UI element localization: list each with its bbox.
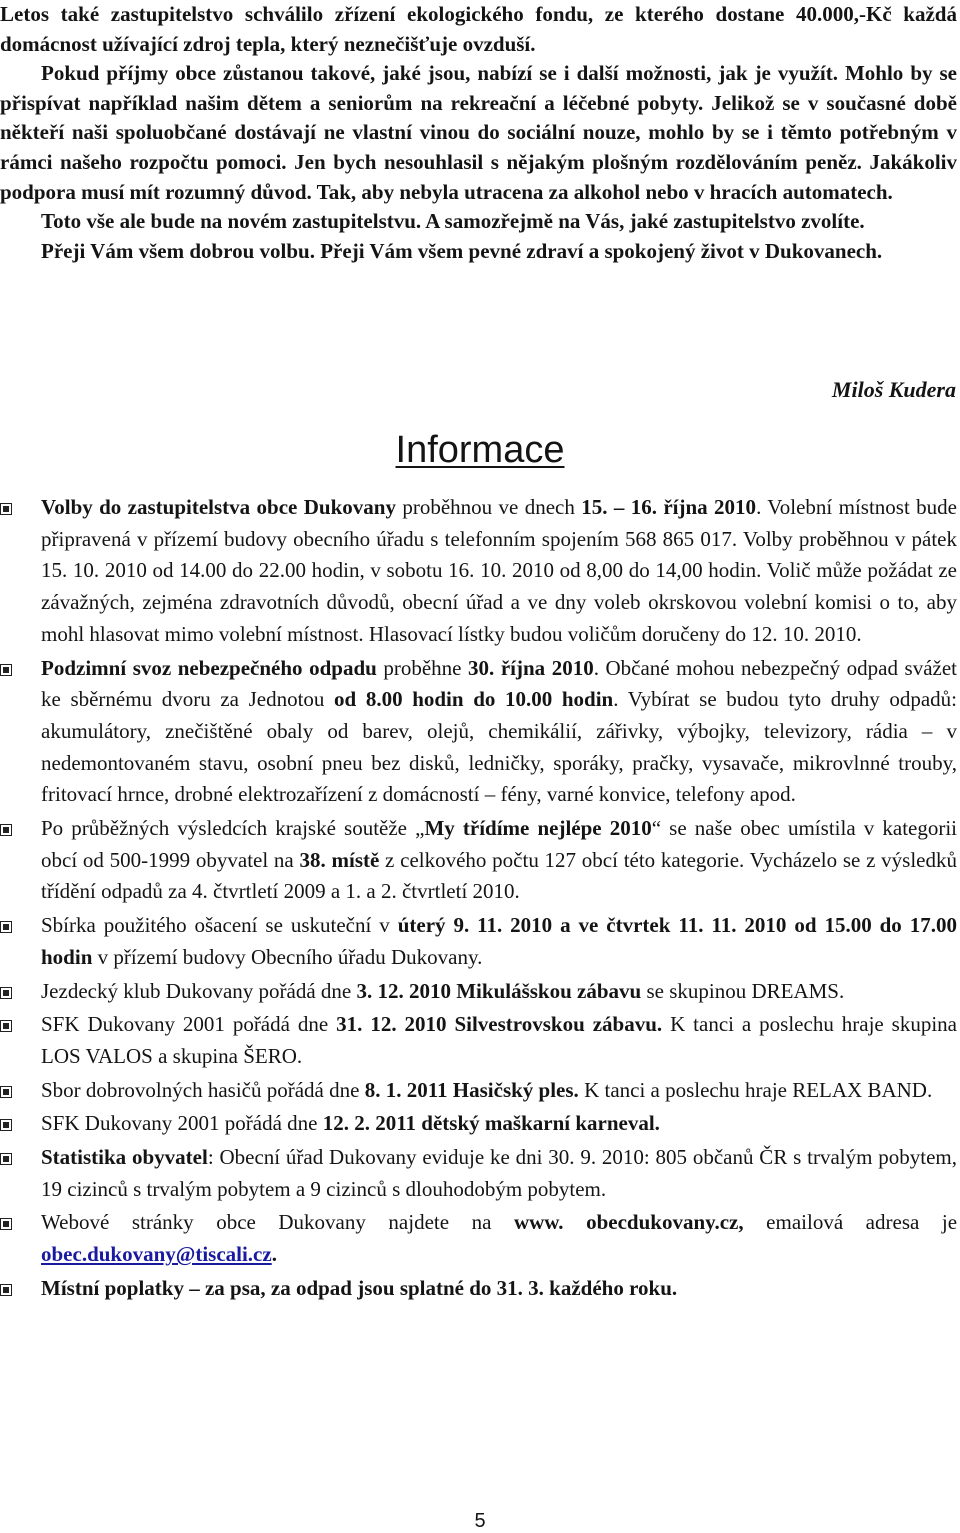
bullet-icon: [0, 1284, 12, 1296]
item-text: proběhne: [376, 655, 469, 680]
item-bold: úterý 9. 11. 2010 a ve čtvrtek 11. 11. 2010 od 15.00 do 17.00 hodin: [41, 913, 957, 969]
intro-paragraph: Toto vše ale bude na novém zastupitelstvu. A samozřejmě na Vás, jaké zastupitelstvo zvolíte.: [41, 209, 865, 234]
item-text: Sbor dobrovolných hasičů pořádá dne: [41, 1077, 365, 1102]
item-text: SFK Dukovany 2001 pořádá dne: [41, 1012, 337, 1037]
item-bold: 12. 2. 2011 dětský maškarní karneval.: [322, 1111, 660, 1136]
item-text: . Vybírat se budou tyto druhy odpadů: akumulátory, znečištěné obaly od barev, olejů, chemikálií, zářivky, výbojky, televizory, rádia – v nedemontovaném stavu, osobní pneu bez disků, ledničky, sporáky, pračky, vysavače, mikrovlnné trouby, fritovací hrnce, drobné elektrozařízení z domácností – fény, varné konvice, telefony apod.: [41, 687, 957, 807]
item-bold: Statistika obyvatel: [41, 1145, 208, 1170]
website-text: www. obecdukovany.cz,: [513, 1210, 744, 1235]
item-bold: 31. 12. 2010 Silvestrovskou zábavu.: [336, 1012, 663, 1037]
intro-paragraph: Pokud příjmy obce zůstanou takové, jaké jsou, nabízí se i další možnosti, jak je využít. Mohlo by se přispívat například našim dětem a seniorům na rekreační a léčebné pobyty. Jelikož se v současné době někteří naši spoluobčané dostávají ne vlastní vinou do sociální nouze, mohlo by se i těmto potřebným v rámci našeho rozpočtu pomoci. Jen bych nesouhlasil s nějakým plošným rozdělováním peněz. Jakákoliv podpora musí mít rozumný důvod. Tak, aby nebyla utracena za alkohol nebo v hracích automatech.: [0, 61, 957, 204]
item-text: K tanci a poslechu hraje RELAX BAND.: [578, 1077, 933, 1102]
item-text: “ se naše obec umístila v kategorii obcí od 500-1999 obyvatel na: [41, 816, 958, 872]
item-bold: My třídíme nejlépe 2010: [424, 816, 652, 841]
item-bold: Volby do zastupitelstva obce Dukovany: [41, 495, 396, 519]
item-text: .: [271, 1242, 277, 1267]
item-text: K tanci a poslechu hraje skupina LOS VALOS a skupina ŠERO.: [41, 1012, 957, 1068]
item-text: Webové stránky obce Dukovany najdete na: [41, 1210, 514, 1235]
item-text: z celkového počtu 127 obcí této kategorie. Vycházelo se z výsledků třídění odpadů za 4. čtvrtletí 2009 a 1. a 2. čtvrtletí 2010.: [41, 847, 957, 904]
item-text: Po průběžných výsledcích krajské soutěže „: [41, 816, 425, 841]
list-item: [41, 1207, 957, 1270]
bullet-icon: [0, 1086, 12, 1098]
item-text: . Volební místnost bude připravená v přízemí budovy obecního úřadu s telefonním spojením 568 865 017. Volby proběhnou v pátek 15. 10. 2010 od 14.00 do 22.00 hodin, v sobotu 16. 10. 2010 od 8,00 do 14,00 hodin. Volič může požádat ze závažných, zejména zdravotních důvodů, obecní úřad a ve dny voleb okrskovou volební komisi o to, aby mohl hlasovat mimo volební místnost. Hlasovací lístky budou voličům doručeny do 12. 10. 2010.: [41, 495, 958, 646]
list-item: [41, 1142, 957, 1205]
email-link[interactable]: obec.dukovany@tiscali.cz: [41, 1242, 272, 1267]
item-text: . Občané mohou nebezpečný odpad svážet ke sběrnému dvoru za Jednotou: [41, 655, 958, 712]
intro-paragraph: Letos také zastupitelstvo schválilo zřízení ekologického fondu, ze kterého dostane 40.000,-Kč každá domácnost užívající zdroj tepla, který neznečišťuje ovzduší.: [0, 2, 957, 56]
item-bold: Místní poplatky – za psa, za odpad jsou splatné do 31. 3. každého roku.: [41, 1275, 678, 1300]
list-item: [41, 1108, 957, 1140]
intro-paragraph: Přeji Vám všem dobrou volbu. Přeji Vám všem pevné zdraví a spokojený život v Dukovanech.: [41, 238, 883, 263]
list-item: [41, 492, 957, 651]
section-heading: [0, 428, 960, 472]
item-bold: 30. října 2010: [468, 655, 594, 680]
list-item: [41, 1075, 957, 1107]
item-text: v přízemí budovy Obecního úřadu Dukovany.: [92, 944, 483, 969]
item-bold: od 8.00 hodin do 10.00 hodin: [334, 687, 614, 712]
item-bold: 15. – 16. října 2010: [581, 495, 757, 519]
bullet-icon: [0, 1020, 12, 1032]
list-item: [41, 1273, 957, 1305]
intro-text: [0, 0, 957, 266]
bullet-icon: [0, 987, 12, 999]
item-text: SFK Dukovany 2001 pořádá dne: [41, 1111, 323, 1136]
bullet-icon: [0, 1153, 12, 1165]
page-number: 5: [474, 1510, 486, 1532]
bullet-icon: [0, 921, 12, 933]
item-text: se skupinou DREAMS.: [641, 978, 845, 1003]
section-heading-text: Informace: [395, 429, 565, 471]
item-bold: 8. 1. 2011 Hasičský ples.: [364, 1077, 579, 1102]
bullet-icon: [0, 824, 12, 836]
item-bold: 38. místě: [299, 847, 380, 872]
bullet-icon: [0, 1218, 12, 1230]
list-item: [41, 910, 957, 973]
bullet-icon: [0, 664, 12, 676]
item-bold: 3. 12. 2010 Mikulášskou zábavu: [356, 978, 642, 1003]
info-list: [41, 492, 957, 1307]
item-text: emailová adresa je: [743, 1210, 958, 1235]
list-item: [41, 653, 957, 812]
bullet-icon: [0, 1119, 12, 1131]
signature: Miloš Kudera: [831, 377, 956, 402]
list-item: [41, 1009, 957, 1072]
list-item: [41, 813, 957, 908]
item-text: : Obecní úřad Dukovany eviduje ke dni 30. 9. 2010: 805 občanů ČR s trvalým pobytem, 19 cizinců s trvalým pobytem a 9 cizinců s dlouhodobým pobytem.: [41, 1145, 957, 1201]
bullet-icon: [0, 503, 12, 515]
item-text: proběhnou ve dnech: [395, 495, 582, 519]
item-text: Jezdecký klub Dukovany pořádá dne: [41, 978, 357, 1003]
list-item: [41, 976, 957, 1008]
item-bold: Podzimní svoz nebezpečného odpadu: [41, 655, 377, 680]
item-text: Sbírka použitého ošacení se uskuteční v: [41, 913, 398, 938]
